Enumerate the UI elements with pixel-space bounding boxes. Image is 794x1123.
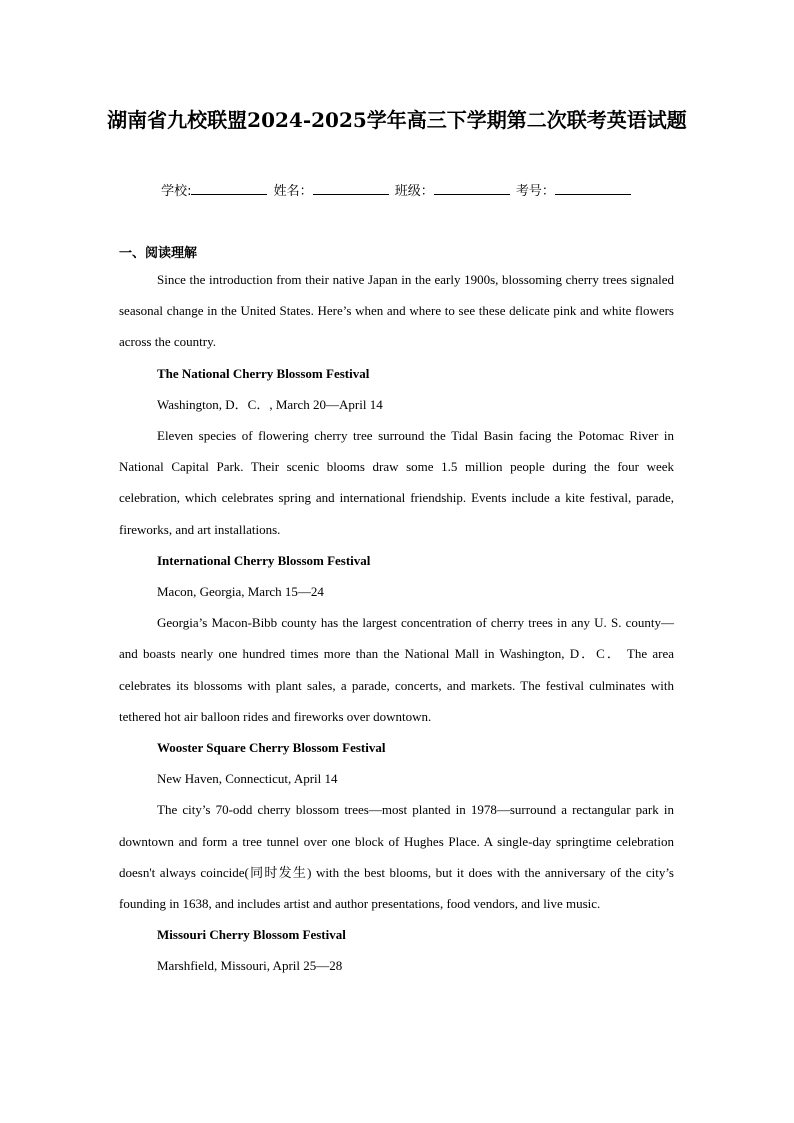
exam-number-label: 考号： — [515, 184, 555, 199]
festival-desc-wooster: The city’s 70-odd cherry blossom trees—most planted in 1978—surround a rectangular park in downtown and form a tree tunnel over one block of Hughes Place. A single-day springtime celebration doesn't always coincide(同时发生) with the best blooms, but it does with the anniversary of the city’s founding in 1638, and includes artist and author presentations, food vendors, and live music. — [119, 802, 674, 912]
festival-location-missouri: Marshfield, Missouri, April 25—28 — [157, 958, 343, 974]
school-blank — [191, 180, 267, 195]
exam-number-blank — [555, 180, 631, 195]
festival-location-wooster: New Haven, Connecticut, April 14 — [157, 771, 338, 787]
section-heading: 一、阅读理解 — [119, 246, 198, 261]
festival-location-international: Macon, Georgia, March 15—24 — [157, 584, 324, 600]
school-label: 学校: — [161, 184, 192, 199]
festival-desc-national: Eleven species of flowering cherry tree surround the Tidal Basin facing the Potomac River in National Capital Park. Their scenic blooms draw some 1.5 million people during the four week celebration, which celebrates spring and international friendship. Events include a kite festival, parade, fireworks, and art installations. — [119, 428, 674, 537]
class-label: 班级： — [394, 184, 434, 199]
intro-paragraph: Since the introduction from their native Japan in the early 1900s, blossoming cherry trees signaled seasonal change in the United States. Here’s when and where to see these delicate pink and white flowers across the country. — [119, 272, 674, 350]
name-label: 姓名： — [273, 184, 313, 199]
festival-heading-missouri: Missouri Cherry Blossom Festival — [157, 927, 346, 943]
festival-desc-international: Georgia’s Macon-Bibb county has the largest concentration of cherry trees in any U. S. county—and boasts nearly one hundred times more than the National Mall in Washington, D．C． The area celebrates its blossoms with plant sales, a parade, concerts, and markets. The festival culminates with tethered hot air balloon rides and fireworks over downtown. — [119, 615, 674, 724]
class-blank — [434, 180, 510, 195]
festival-heading-wooster: Wooster Square Cherry Blossom Festival — [157, 740, 386, 756]
festival-heading-international: International Cherry Blossom Festival — [157, 552, 371, 568]
name-blank — [313, 180, 389, 195]
festival-location-national: Washington, D．C．, March 20—April 14 — [157, 396, 383, 412]
page-title: 湖南省九校联盟2024-2025学年高三下学期第二次联考英语试题 — [107, 108, 687, 132]
student-info-row — [0, 180, 794, 202]
festival-heading-national: The National Cherry Blossom Festival — [157, 365, 370, 381]
reading-passage — [119, 264, 674, 982]
